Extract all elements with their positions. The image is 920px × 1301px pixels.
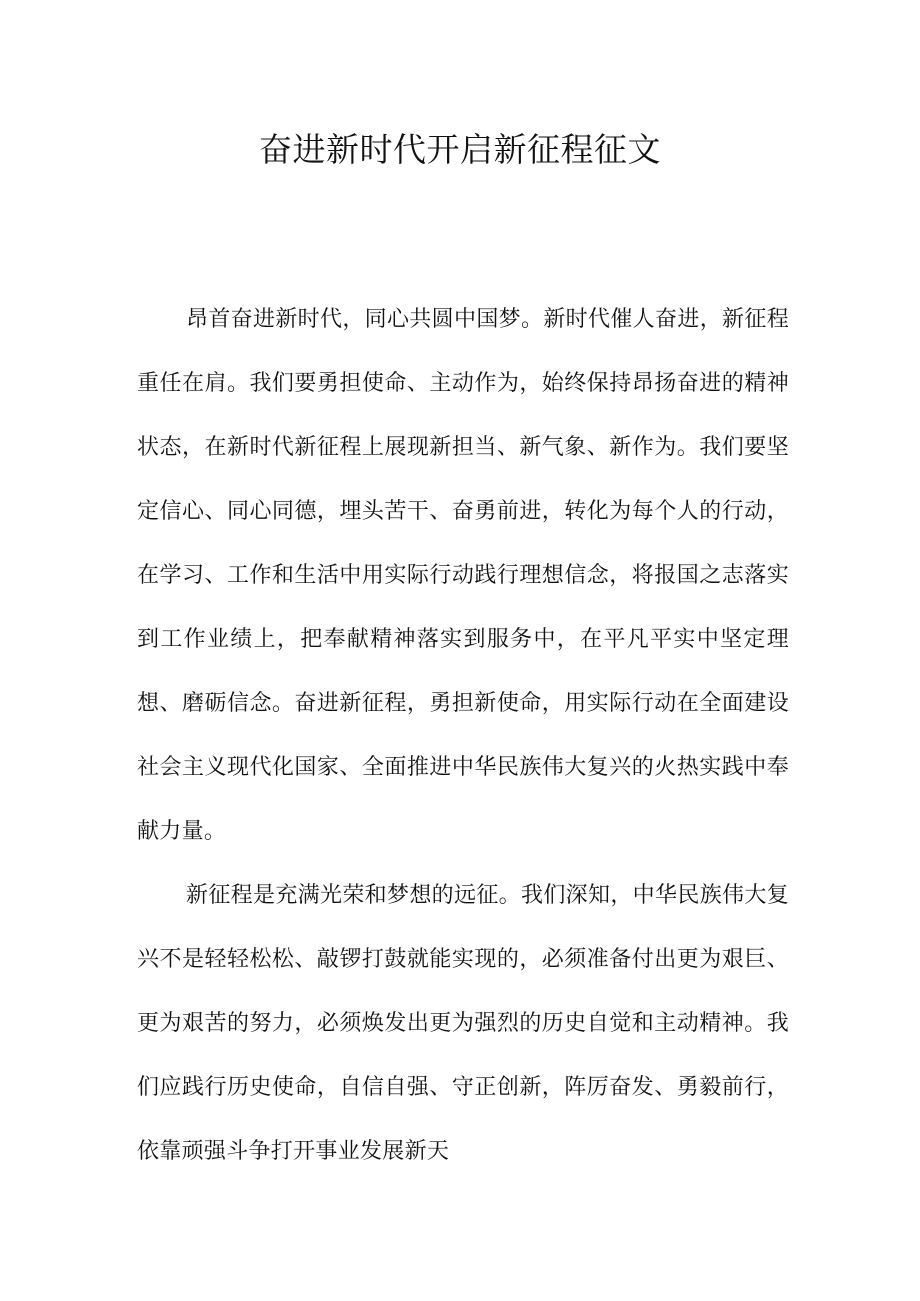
document-title: 奋进新时代开启新征程征文 [259, 130, 661, 169]
document-body [137, 288, 789, 1184]
paragraph-2: 新征程是充满光荣和梦想的远征。我们深知，中华民族伟大复兴不是轻轻松松、敲锣打鼓就能实现的，必须准备付出更为艰巨、更为艰苦的努力，必须焕发出更为强烈的历史自觉和主动精神。我们应践行历史使命，自信自强、守正创新，阵厉奋发、勇毅前行，依靠顽强斗争打开事业发展新天 [137, 883, 789, 1164]
paragraph-1: 昂首奋进新时代，同心共圆中国梦。新时代催人奋进，新征程重任在肩。我们要勇担使命、主动作为，始终保持昂扬奋进的精神状态，在新时代新征程上展现新担当、新气象、新作为。我们要坚定信心、同心同德，埋头苦干、奋勇前进，转化为每个人的行动，在学习、工作和生活中用实际行动践行理想信念，将报国之志落实到工作业绩上，把奉献精神落实到服务中，在平凡平实中坚定理想、磨砺信念。奋进新征程，勇担新使命，用实际行动在全面建设社会主义现代化国家、全面推进中华民族伟大复兴的火热实践中奉献力量。 [137, 307, 789, 844]
